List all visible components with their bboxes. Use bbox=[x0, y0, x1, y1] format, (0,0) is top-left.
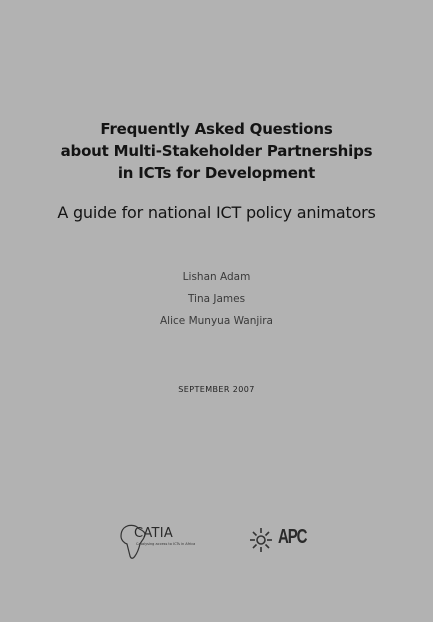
author-name: Alice Munyua Wanjira bbox=[160, 315, 273, 327]
author-list bbox=[0, 266, 433, 332]
title-line-1: Frequently Asked Questions bbox=[100, 120, 333, 138]
apc-wordmark: APC bbox=[278, 526, 307, 548]
catia-logo bbox=[118, 522, 196, 562]
apc-logo bbox=[246, 524, 316, 558]
catia-wordmark: CATIA bbox=[134, 526, 174, 541]
catia-tagline: Catalysing access to ICTs in Africa bbox=[136, 542, 196, 546]
title-line-2: about Multi-Stakeholder Partnerships bbox=[60, 142, 373, 160]
author-name: Tina James bbox=[187, 293, 246, 305]
author-name: Lishan Adam bbox=[182, 271, 251, 283]
title-line-3: in ICTs for Development bbox=[117, 164, 316, 182]
publication-date: SEPTEMBER 2007 bbox=[178, 385, 255, 394]
document-title bbox=[0, 118, 433, 184]
document-subtitle: A guide for national ICT policy animators bbox=[57, 203, 376, 222]
spiral-icon bbox=[246, 524, 276, 556]
